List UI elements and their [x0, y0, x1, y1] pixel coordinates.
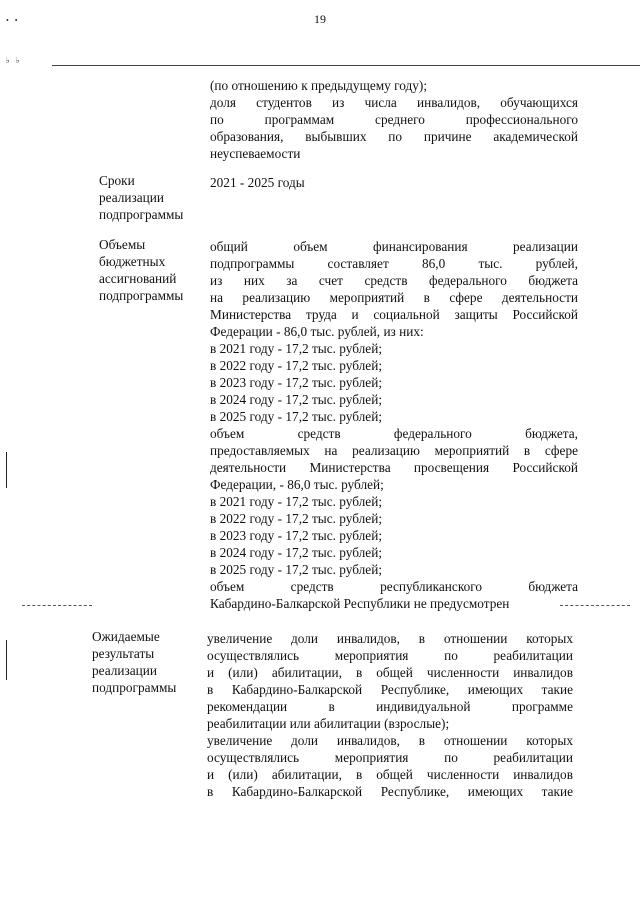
text-line: в 2022 году - 17,2 тыс. рублей; [210, 511, 383, 526]
header-rule [52, 65, 640, 66]
text-line: в 2021 году - 17,2 тыс. рублей; [210, 341, 383, 356]
terms-label [99, 172, 183, 223]
text-line: объем средств республиканского бюджета [210, 579, 578, 594]
text-line: Министерства труда и социальной защиты Российской [210, 307, 578, 322]
label-line: бюджетных [99, 254, 166, 269]
text-line: в 2023 году - 17,2 тыс. рублей; [210, 375, 383, 390]
text-line: в 2021 году - 17,2 тыс. рублей; [210, 494, 383, 509]
funding-label [99, 236, 183, 304]
text-line: в 2025 году - 17,2 тыс. рублей; [210, 409, 383, 424]
text-line: в Кабардино-Балкарской Республике, имеющих такие [207, 784, 573, 799]
text-line: деятельности Министерства просвещения Российской [210, 460, 578, 475]
label-line: подпрограммы [99, 207, 184, 222]
text-line: образования, выбывших по причине академической [210, 129, 578, 144]
text-line: Федерации - 86,0 тыс. рублей, из них: [210, 324, 424, 339]
text-line: и (или) абилитации, в общей численности инвалидов [207, 767, 573, 782]
text-line: общий объем финансирования реализации [210, 239, 578, 254]
text-line: в 2024 году - 17,2 тыс. рублей; [210, 545, 383, 560]
scan-mark-top: • • [6, 16, 20, 25]
text-line: осуществлялись мероприятия по реабилитации [207, 648, 573, 663]
text-line: Федерации, - 86,0 тыс. рублей; [210, 477, 384, 492]
label-line: ассигнований [99, 271, 177, 286]
text-line: 2021 - 2025 годы [210, 175, 305, 190]
margin-bar-upper [6, 452, 7, 488]
text-line: предоставляемых на реализацию мероприятий в сфере [210, 443, 578, 458]
text-line: (по отношению к предыдущему году); [210, 78, 428, 93]
cut-line-left [22, 605, 92, 606]
label-line: Объемы [99, 237, 146, 252]
label-line: результаты [92, 646, 155, 661]
text-line: в 2025 году - 17,2 тыс. рублей; [210, 562, 383, 577]
page-number: 19 [314, 12, 326, 26]
text-line: увеличение доли инвалидов, в отношении которых [207, 733, 573, 748]
text-line: в 2024 году - 17,2 тыс. рублей; [210, 392, 383, 407]
text-line: в Кабардино-Балкарской Республике, имеющих такие [207, 682, 573, 697]
label-line: подпрограммы [92, 680, 177, 695]
results-text [207, 630, 573, 800]
results-label [92, 628, 176, 696]
label-line: Ожидаемые [92, 629, 160, 644]
label-line: реализации [99, 190, 164, 205]
text-line: на реализацию мероприятий в сфере деятельности [210, 290, 578, 305]
text-line: подпрограммы составляет 86,0 тыс. рублей, [210, 256, 578, 271]
text-line: неуспеваемости [210, 146, 301, 161]
text-line: доля студентов из числа инвалидов, обучающихся [210, 95, 578, 110]
text-line: и (или) абилитации, в общей численности инвалидов [207, 665, 573, 680]
text-line: Кабардино-Балкарской Республики не предусмотрен [210, 596, 510, 611]
label-line: подпрограммы [99, 288, 184, 303]
text-line: в 2022 году - 17,2 тыс. рублей; [210, 358, 383, 373]
text-line: рекомендации в индивидуальной программе [207, 699, 573, 714]
text-line: объем средств федерального бюджета, [210, 426, 578, 441]
text-line: осуществлялись мероприятия по реабилитации [207, 750, 573, 765]
intro-text [210, 77, 578, 162]
label-line: реализации [92, 663, 157, 678]
text-line: увеличение доли инвалидов, в отношении которых [207, 631, 573, 646]
label-line: Сроки [99, 173, 135, 188]
text-line: из них за счет средств федерального бюджета [210, 273, 578, 288]
scan-mark-left: ♭ ♭ [6, 56, 22, 65]
funding-text [210, 238, 578, 612]
text-line: реабилитации или абилитации (взрослые); [207, 716, 450, 731]
text-line: по программам среднего профессионального [210, 112, 578, 127]
margin-bar-lower [6, 640, 7, 680]
terms-text [210, 174, 578, 191]
text-line: в 2023 году - 17,2 тыс. рублей; [210, 528, 383, 543]
